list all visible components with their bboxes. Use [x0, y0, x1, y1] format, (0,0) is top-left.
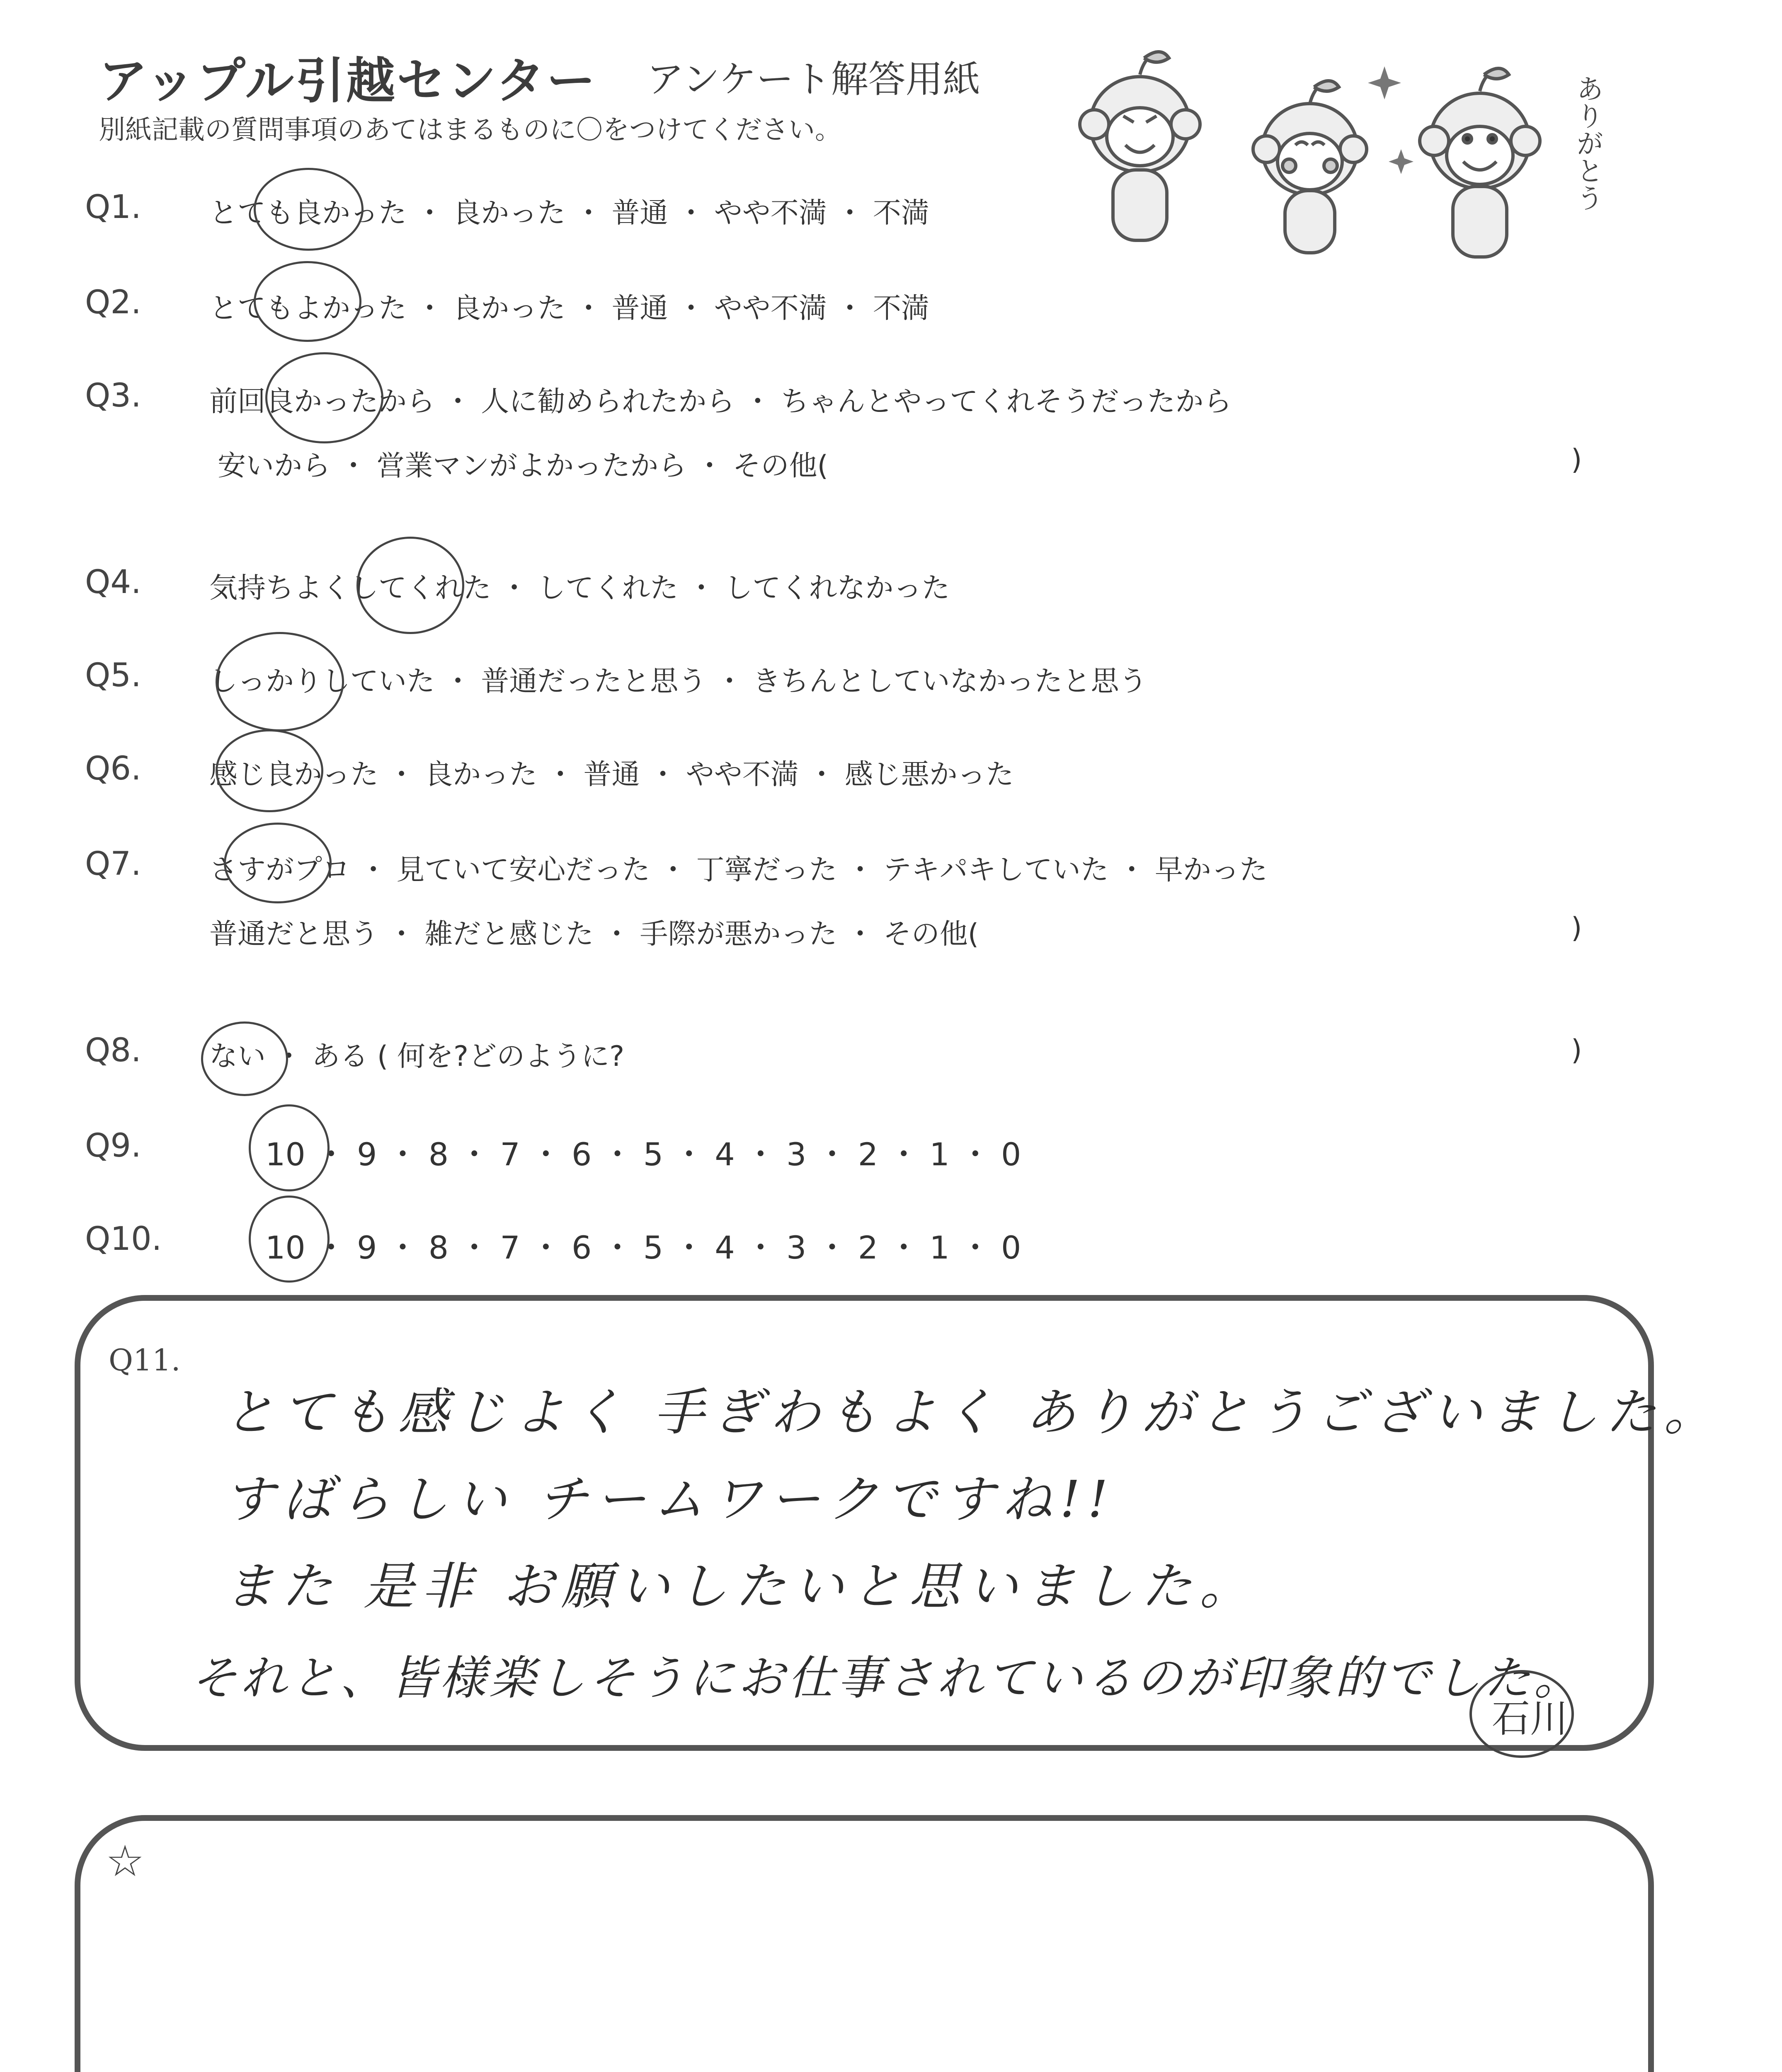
monkey-middle-icon [1253, 81, 1367, 253]
q11-answer-line: すばらしい チームワークですね!! [224, 1470, 1115, 1529]
answer-options: 10 ・ 9 ・ 8 ・ 7 ・ 6 ・ 5 ・ 4 ・ 3 ・ 2 ・ 1 ・ 0 [265, 1136, 1021, 1173]
question-label: Q1. [85, 189, 141, 226]
star-icon: ☆ [106, 1836, 145, 1886]
answer-options: ない ・ ある ( 何を?どのように? [209, 1040, 625, 1073]
mascot-caption: ありがとう [1571, 75, 1604, 211]
header-title: アップル引越センター [99, 52, 597, 109]
hand-drawn-circle-mark [249, 1104, 330, 1191]
answer-options: 安いから ・ 営業マンがよかったから ・ その他( [218, 450, 828, 482]
hand-drawn-circle-mark [201, 1021, 288, 1096]
question-label: Q4. [85, 564, 141, 601]
question-label: Q6. [85, 750, 141, 787]
hand-drawn-circle-mark [254, 168, 364, 251]
answer-options: しっかりしていた ・ 普通だったと思う ・ きちんとしていなかったと思う [209, 665, 1147, 698]
closing-paren: ) [1571, 1034, 1582, 1067]
hand-drawn-circle-mark [254, 261, 361, 342]
hand-drawn-circle-mark [224, 823, 332, 903]
question-label: Q3. [85, 377, 141, 414]
question-label: Q7. [85, 845, 141, 883]
answer-options: さすがプロ ・ 見ていて安心だった ・ 丁寧だった ・ テキパキしていた ・ 早かった [209, 854, 1268, 886]
q11-answer-line: また 是非 お願いしたいと思いました。 [224, 1557, 1258, 1616]
question-label: Q5. [85, 657, 141, 694]
question-label: Q8. [85, 1032, 141, 1069]
closing-paren: ) [1571, 912, 1582, 944]
hand-drawn-circle-mark [249, 1196, 330, 1283]
question-label: Q9. [85, 1127, 141, 1164]
answer-options: とても良かった ・ 良かった ・ 普通 ・ やや不満 ・ 不満 [209, 197, 929, 230]
hand-drawn-circle-mark [216, 632, 344, 731]
monkey-left-icon [1080, 52, 1200, 240]
answer-options: 気持ちよくしてくれた ・ してくれた ・ してくれなかった [209, 572, 950, 605]
answer-options: 前回良かったから ・ 人に勧められたから ・ ちゃんとやってくれそうだったから [209, 385, 1232, 418]
header-subtitle: アンケート解答用紙 [647, 58, 980, 101]
answer-options: 10 ・ 9 ・ 8 ・ 7 ・ 6 ・ 5 ・ 4 ・ 3 ・ 2 ・ 1 ・ 0 [265, 1229, 1021, 1266]
q11-answer-line: とても感じよく 手ぎわもよく ありがとうございました。 [224, 1383, 1722, 1442]
hand-drawn-circle-mark [216, 729, 323, 812]
answer-options: とてもよかった ・ 良かった ・ 普通 ・ やや不満 ・ 不満 [209, 292, 929, 325]
hand-drawn-circle-mark [265, 352, 383, 443]
answer-options: 普通だと思う ・ 雑だと感じた ・ 手際が悪かった ・ その他( [209, 918, 979, 951]
answer-options: 感じ良かった ・ 良かった ・ 普通 ・ やや不満 ・ 感じ悪かった [209, 758, 1014, 791]
instruction-text: 別紙記載の質問事項のあてはまるものに〇をつけてください。 [99, 115, 841, 145]
q11-answer-line: それと、皆様楽しそうにお仕事されているのが印象的でした。 [191, 1651, 1583, 1705]
question-label: Q10. [85, 1220, 162, 1258]
question-label: Q2. [85, 284, 141, 321]
stamp-text: 石川 [1492, 1697, 1569, 1741]
comment-box [75, 1815, 1654, 2072]
mascot-illustration [1078, 41, 1629, 274]
hand-drawn-circle-mark [356, 537, 464, 634]
closing-paren: ) [1571, 443, 1582, 476]
q11-label: Q11. [109, 1343, 181, 1377]
sparkle-icon [1368, 66, 1413, 174]
name-stamp [1469, 1670, 1574, 1758]
monkey-right-icon [1420, 68, 1540, 257]
